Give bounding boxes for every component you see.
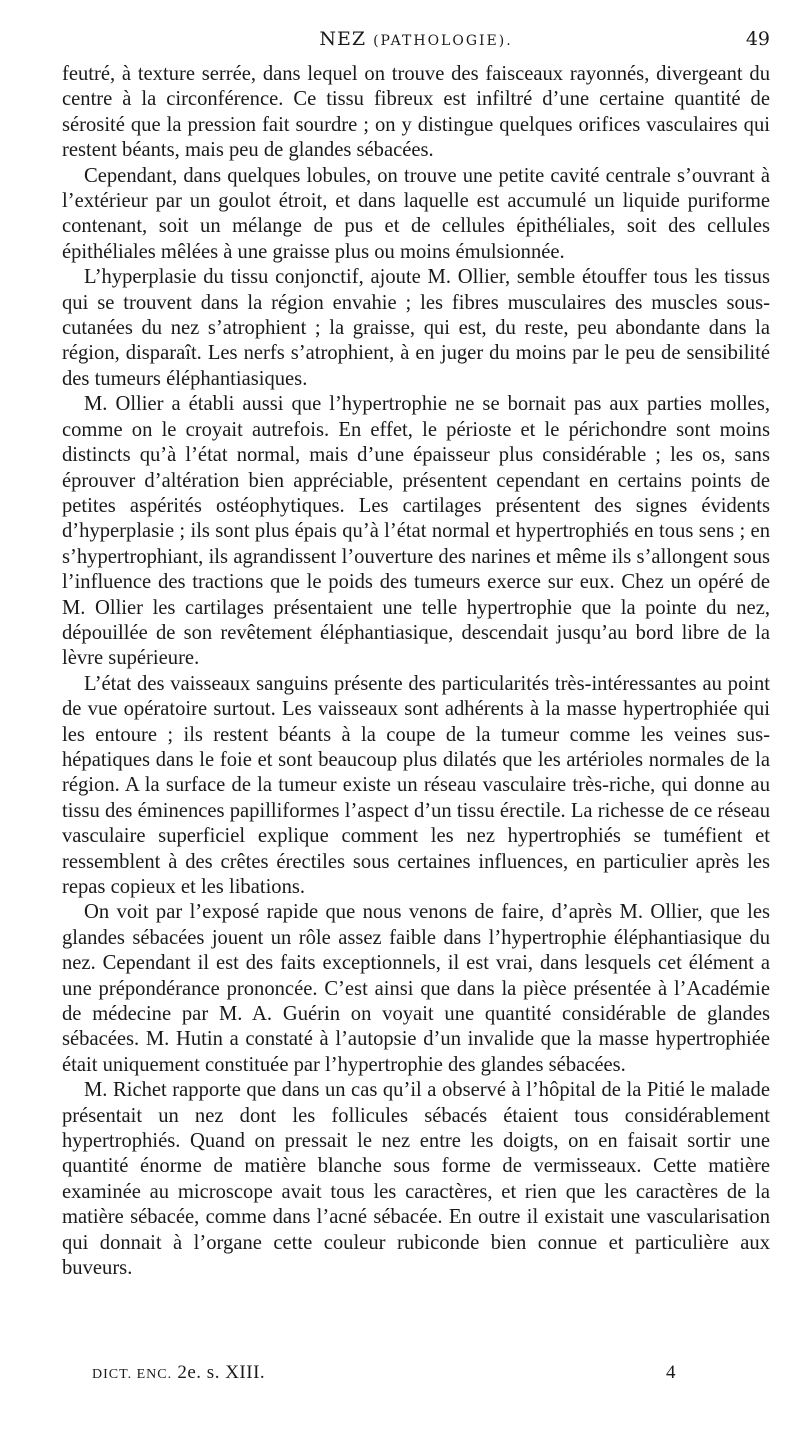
signature-mark	[92, 1362, 265, 1384]
paragraph-1: feutré, à texture serrée, dans lequel on trouve des faisceaux rayonnés, divergeant du centre à la circonférence. Ce tissu fibreux est infiltré d’une certaine quantité de sérosité que la pression fait sourdre ; on y distingue quelques orifices vasculaires qui restent béants, mais peu de glandes sébacées.	[62, 63, 770, 162]
running-header	[62, 28, 770, 58]
signature-series: 2e. s. XIII.	[177, 1362, 266, 1383]
paragraph-3: L’hyperplasie du tissu conjonctif, ajoute M. Ollier, semble étouffer tous les tissus qui se trouvent dans la région envahie ; les fibres musculaires des muscles sous-cutanées du nez s’atrophient ; la graisse, qui est, du reste, peu abondante dans la région, disparaît. Les nerfs s’atrophient, à en juger du moins par le peu de sensibilité des tumeurs éléphantiasiques.	[62, 266, 770, 390]
body-text	[62, 62, 770, 1282]
running-title	[62, 28, 770, 50]
signature-number: 4	[666, 1362, 676, 1383]
running-title-main: NEZ	[319, 28, 367, 50]
paragraph-5: L’état des vaisseaux sanguins présente des particularités très-intéressantes au point de vue opératoire surtout. Les vaisseaux sont adhérents à la masse hypertrophiée qui les entoure ; ils restent béants à la coupe de la tumeur comme les veines sus-hépatiques dans le foie et sont beaucoup plus dilatés que les artérioles normales de la région. A la surface de la tumeur existe un réseau vasculaire très-riche, qui donne au tissu des éminences papilliformes l’aspect d’un tissu érectile. La richesse de ce réseau vasculaire superficiel explique comment les nez hypertrophiés se tuméfient et ressemblent à des crêtes érectiles sous certaines influences, en particulier après les repas copieux et les libations.	[62, 672, 770, 898]
running-title-sub: (PATHOLOGIE).	[373, 33, 513, 49]
paragraph-4: M. Ollier a établi aussi que l’hypertrophie ne se bornait pas aux parties molles, comme on le croyait autrefois. En effet, le périoste et le périchondre sont moins distincts qu’à l’état normal, mais d’une épaisseur plus considérable ; les os, sans éprouver d’altération bien appréciable, présentent cependant en certains points de petites aspérités ostéophytiques. Les cartilages présentent des signes évidents d’hyperplasie ; ils sont plus épais qu’à l’état normal et hypertrophiés en tous sens ; en s’hypertrophiant, ils agrandissent l’ouverture des narines et même ils s’allongent sous l’influence des tractions que le poids des tumeurs exerce sur eux. Chez un opéré de M. Ollier les cartilages présentaient une telle hypertrophie que la pointe du nez, dépouillée de son revêtement éléphantiasique, descendait jusqu’au bord libre de la lèvre supérieure.	[62, 393, 770, 670]
paragraph-6: On voit par l’exposé rapide que nous venons de faire, d’après M. Ollier, que les glandes sébacées jouent un rôle assez faible dans l’hypertrophie éléphantiasique du nez. Cependant il est des faits exceptionnels, il est vrai, dans lesquels cet élément a une prépondérance prononcée. C’est ainsi que dans la pièce présentée à l’Académie de médecine par M. A. Guérin on voyait une quantité considérable de glandes sébacées. M. Hutin a constaté à l’autopsie d’un invalide que la masse hypertrophiée était uniquement constituée par l’hypertrophie des glandes sébacées.	[62, 901, 770, 1076]
paragraph-7: M. Richet rapporte que dans un cas qu’il a observé à l’hôpital de la Pitié le malade présentait un nez dont les follicules sébacés étaient tous considérablement hypertrophiés. Quand on pressait le nez entre les doigts, on en faisait sortir une quantité énorme de matière blanche sous forme de vermisseaux. Cette matière examinée au microscope avait tous les caractères, et rien que les caractères de la matière sébacée, comme dans l’acné sébacée. En outre il existait une vascularisation qui donnait à l’organe cette couleur rubiconde bien connue et particulière aux buveurs.	[62, 1079, 770, 1280]
signature-prefix: DICT. ENC.	[92, 1367, 173, 1382]
page-number: 49	[745, 28, 770, 50]
paragraph-2: Cependant, dans quelques lobules, on trouve une petite cavité centrale s’ouvrant à l’extérieur par un goulot étroit, et dans laquelle est accumulé un liquide puriforme contenant, soit un mélange de pus et de cellules épithéliales, soit des cellules épithéliales mêlées à une graisse plus ou moins émulsionnée.	[62, 164, 770, 263]
page-footer	[92, 1362, 732, 1388]
